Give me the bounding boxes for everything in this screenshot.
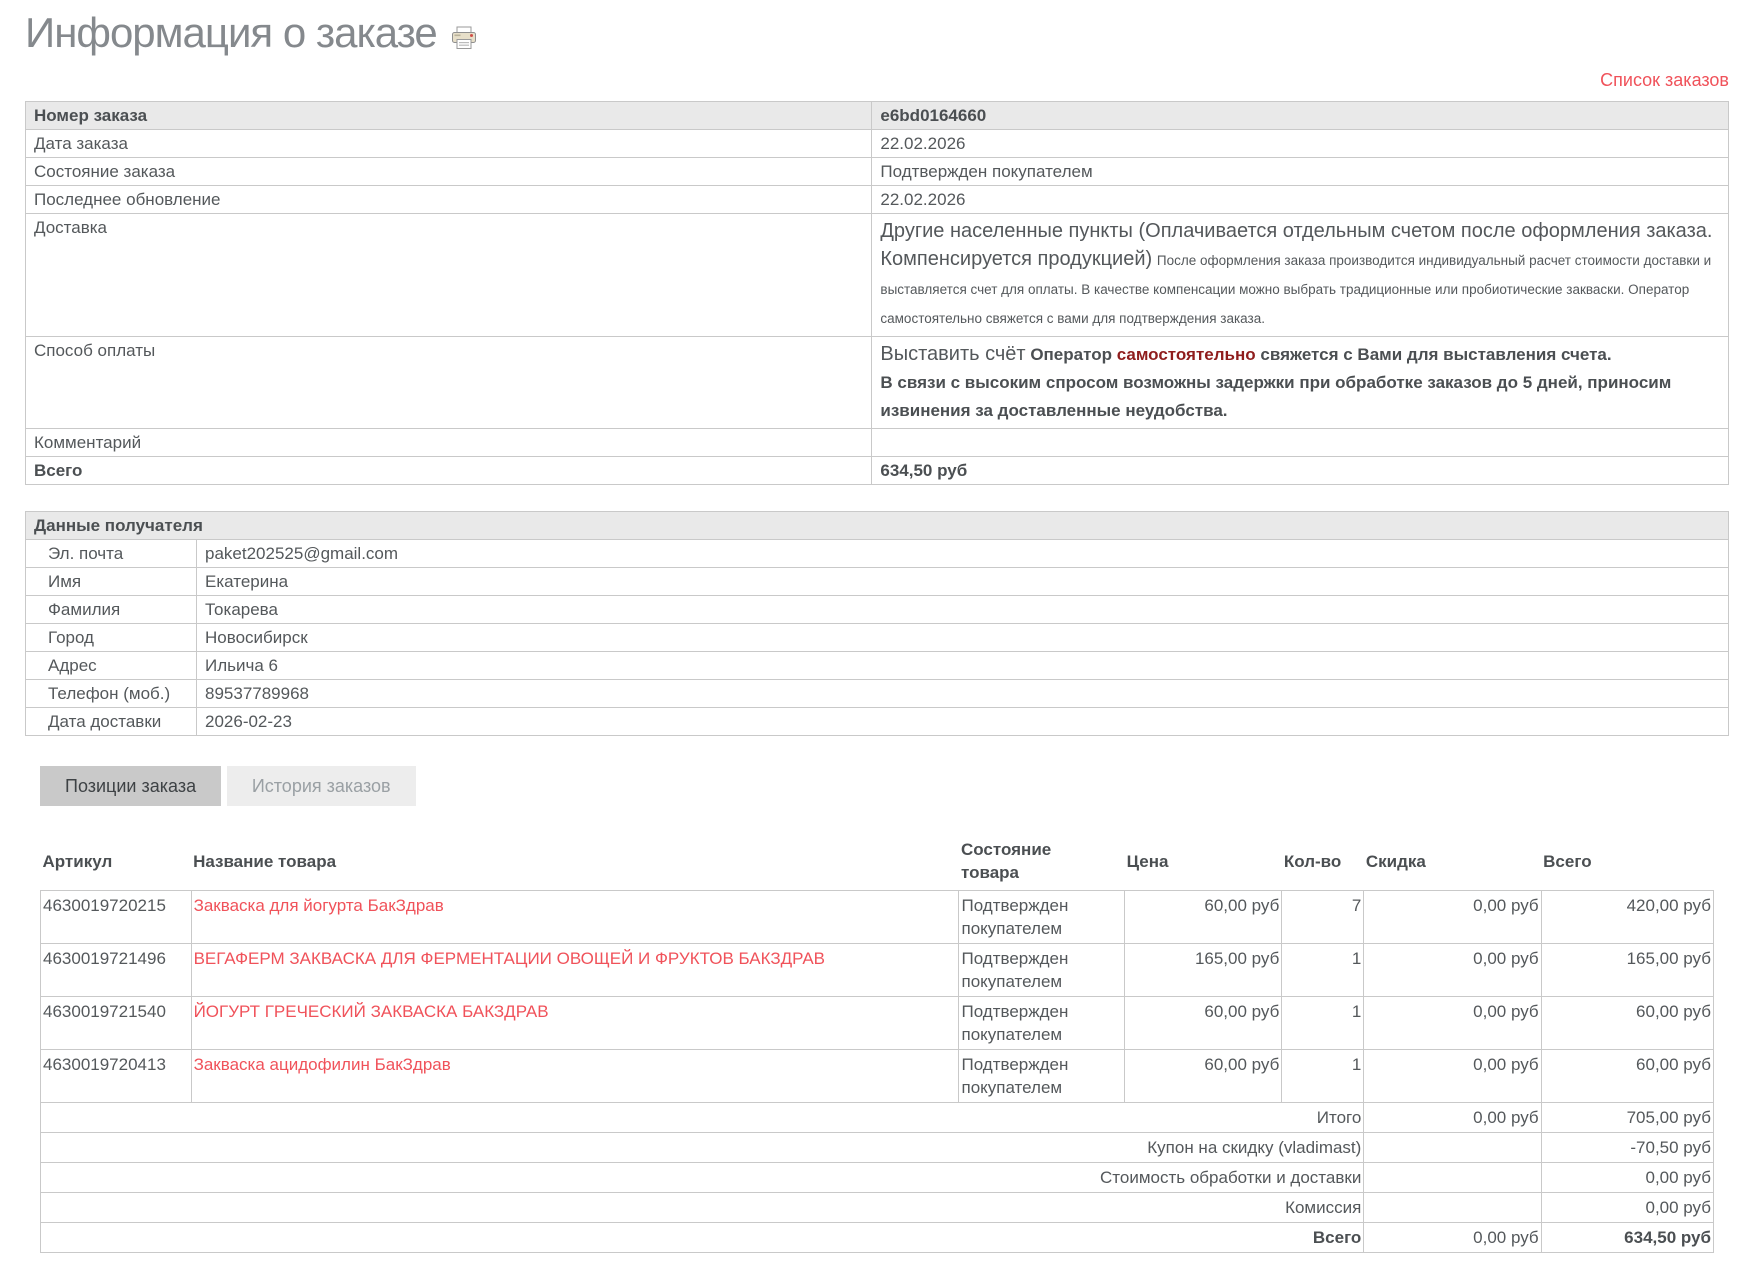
summary-row-grand-total xyxy=(41,1223,1714,1253)
summary-row xyxy=(41,1193,1714,1223)
item-name-cell xyxy=(191,891,959,944)
item-total: 60,00 руб xyxy=(1541,997,1713,1050)
item-name-cell xyxy=(191,1050,959,1103)
item-state: Подтвержден покупателем xyxy=(959,997,1125,1050)
item-name-link[interactable]: ВЕГАФЕРМ ЗАКВАСКА ДЛЯ ФЕРМЕНТАЦИИ ОВОЩЕЙ И ФРУКТОВ БАКЗДРАВ xyxy=(193,949,825,968)
item-discount: 0,00 руб xyxy=(1364,1050,1541,1103)
item-name-cell xyxy=(191,944,959,997)
item-row xyxy=(41,997,1714,1050)
row-label: Способ оплаты xyxy=(26,337,872,429)
item-sku: 4630019721496 xyxy=(41,944,192,997)
order-number-value: e6bd0164660 xyxy=(872,102,1729,130)
payment-method-line xyxy=(880,340,1720,369)
item-price: 60,00 руб xyxy=(1125,1050,1282,1103)
delivery-main-text: Другие населенные пункты (Оплачивается отдельным счетом после оформления заказа. Компенсируется продукцией) xyxy=(880,220,1713,270)
summary-discount xyxy=(1364,1193,1541,1223)
order-date-value: 22.02.2026 xyxy=(872,130,1729,158)
row-label: Телефон (моб.) xyxy=(26,680,197,708)
recipient-header: Данные получателя xyxy=(26,512,1729,540)
item-total: 60,00 руб xyxy=(1541,1050,1713,1103)
table-row xyxy=(26,186,1729,214)
recipient-delivery-date-value: 2026-02-23 xyxy=(197,708,1729,736)
payment-method: Выставить счёт xyxy=(880,343,1026,365)
recipient-email-value: paket202525@gmail.com xyxy=(197,540,1729,568)
row-label: Эл. почта xyxy=(26,540,197,568)
order-status-value: Подтвержден покупателем xyxy=(872,158,1729,186)
table-row xyxy=(26,457,1729,485)
item-discount: 0,00 руб xyxy=(1364,944,1541,997)
item-price: 60,00 руб xyxy=(1125,997,1282,1050)
item-price: 60,00 руб xyxy=(1125,891,1282,944)
summary-total: -70,50 руб xyxy=(1541,1133,1713,1163)
items-header-discount: Скидка xyxy=(1365,851,1426,871)
item-state: Подтвержден покупателем xyxy=(959,1050,1125,1103)
items-header-qty: Кол-во xyxy=(1283,851,1342,871)
tab-order-history[interactable]: История заказов xyxy=(227,766,416,806)
item-total: 420,00 руб xyxy=(1541,891,1713,944)
item-qty: 1 xyxy=(1282,1050,1364,1103)
item-name-cell xyxy=(191,997,959,1050)
recipient-header-row xyxy=(26,512,1729,540)
item-total: 165,00 руб xyxy=(1541,944,1713,997)
row-label: Фамилия xyxy=(26,596,197,624)
summary-discount xyxy=(1364,1163,1541,1193)
table-row xyxy=(26,130,1729,158)
summary-total: 634,50 руб xyxy=(1541,1223,1713,1253)
summary-label: Стоимость обработки и доставки xyxy=(41,1163,1364,1193)
item-sku: 4630019721540 xyxy=(41,997,192,1050)
summary-discount: 0,00 руб xyxy=(1364,1223,1541,1253)
item-row xyxy=(41,1050,1714,1103)
summary-label: Всего xyxy=(41,1223,1364,1253)
item-state: Подтвержден покупателем xyxy=(959,891,1125,944)
item-row xyxy=(41,944,1714,997)
row-label: Дата заказа xyxy=(26,130,872,158)
row-label: Последнее обновление xyxy=(26,186,872,214)
summary-row xyxy=(41,1163,1714,1193)
payment-operator-highlight: самостоятельно xyxy=(1116,345,1256,364)
payment-operator-prefix: Оператор xyxy=(1030,345,1112,364)
table-row xyxy=(26,568,1729,596)
orders-list-link[interactable]: Список заказов xyxy=(1600,70,1729,90)
summary-discount: 0,00 руб xyxy=(1364,1103,1541,1133)
summary-discount xyxy=(1364,1133,1541,1163)
table-row xyxy=(26,158,1729,186)
item-qty: 1 xyxy=(1282,997,1364,1050)
items-table xyxy=(40,832,1714,1253)
item-price: 165,00 руб xyxy=(1125,944,1282,997)
recipient-address-value: Ильича 6 xyxy=(197,652,1729,680)
row-label: Город xyxy=(26,624,197,652)
item-discount: 0,00 руб xyxy=(1364,891,1541,944)
row-label: Комментарий xyxy=(26,429,872,457)
summary-total: 705,00 руб xyxy=(1541,1103,1713,1133)
table-row-payment xyxy=(26,337,1729,429)
row-label: Состояние заказа xyxy=(26,158,872,186)
recipient-firstname-value: Екатерина xyxy=(197,568,1729,596)
summary-total: 0,00 руб xyxy=(1541,1193,1713,1223)
order-info-table xyxy=(25,101,1729,485)
item-name-link[interactable]: Закваска ацидофилин БакЗдрав xyxy=(193,1055,451,1074)
summary-label: Купон на скидку (vladimast) xyxy=(41,1133,1364,1163)
recipient-city-value: Новосибирск xyxy=(197,624,1729,652)
items-header-sku: Артикул xyxy=(42,851,113,871)
table-row xyxy=(26,540,1729,568)
row-label: Доставка xyxy=(26,214,872,337)
recipient-phone-value: 89537789968 xyxy=(197,680,1729,708)
item-sku: 4630019720413 xyxy=(41,1050,192,1103)
table-row-delivery xyxy=(26,214,1729,337)
table-row xyxy=(26,102,1729,130)
table-row xyxy=(26,680,1729,708)
recipient-lastname-value: Токарева xyxy=(197,596,1729,624)
items-header-state: Состояние товара xyxy=(960,840,1052,882)
summary-row xyxy=(41,1133,1714,1163)
table-row xyxy=(26,708,1729,736)
table-row xyxy=(26,624,1729,652)
table-row xyxy=(26,652,1729,680)
summary-total: 0,00 руб xyxy=(1541,1163,1713,1193)
row-label: Имя xyxy=(26,568,197,596)
tab-order-positions[interactable]: Позиции заказа xyxy=(40,766,221,806)
item-discount: 0,00 руб xyxy=(1364,997,1541,1050)
payment-operator-suffix: свяжется с Вами для выставления счета. xyxy=(1260,345,1612,364)
item-qty: 7 xyxy=(1282,891,1364,944)
row-label: Всего xyxy=(26,457,872,485)
payment-cell xyxy=(872,337,1729,429)
row-label: Адрес xyxy=(26,652,197,680)
item-row xyxy=(41,891,1714,944)
print-icon[interactable] xyxy=(451,26,477,50)
row-label: Дата доставки xyxy=(26,708,197,736)
table-row xyxy=(26,429,1729,457)
delivery-note-text: После оформления заказа производится индивидуальный расчет стоимости доставки и выставляется счет для оплаты. В качестве компенсации можно выбрать традиционные или пробиотические закваски. Оператор самостоятельно свяжется с вами для подтверждения заказа. xyxy=(880,253,1712,326)
table-row xyxy=(26,596,1729,624)
order-comment-value xyxy=(872,429,1729,457)
recipient-table xyxy=(25,511,1729,736)
items-header-total: Всего xyxy=(1543,851,1592,871)
summary-label: Итого xyxy=(41,1103,1364,1133)
title-row xyxy=(25,8,1729,58)
page-title: Информация о заказе xyxy=(25,9,437,56)
items-header-price: Цена xyxy=(1126,851,1169,871)
items-header-name: Название товара xyxy=(193,851,337,871)
delivery-cell xyxy=(872,214,1729,337)
item-sku: 4630019720215 xyxy=(41,891,192,944)
row-label: Номер заказа xyxy=(26,102,872,130)
item-name-link[interactable]: ЙОГУРТ ГРЕЧЕСКИЙ ЗАКВАСКА БАКЗДРАВ xyxy=(193,1002,549,1021)
payment-delay-note: В связи с высоким спросом возможны задержки при обработке заказов до 5 дней, приносим извинения за доставленные неудобства. xyxy=(880,373,1672,420)
item-name-link[interactable]: Закваска для йогурта БакЗдрав xyxy=(193,896,444,915)
tabs xyxy=(40,766,1729,806)
order-items-section xyxy=(40,832,1714,1253)
item-state: Подтвержден покупателем xyxy=(959,944,1125,997)
item-qty: 1 xyxy=(1282,944,1364,997)
links-row xyxy=(25,70,1729,91)
order-total-value: 634,50 руб xyxy=(872,457,1729,485)
summary-row xyxy=(41,1103,1714,1133)
order-updated-value: 22.02.2026 xyxy=(872,186,1729,214)
summary-label: Комиссия xyxy=(41,1193,1364,1223)
items-header-row xyxy=(41,832,1714,891)
